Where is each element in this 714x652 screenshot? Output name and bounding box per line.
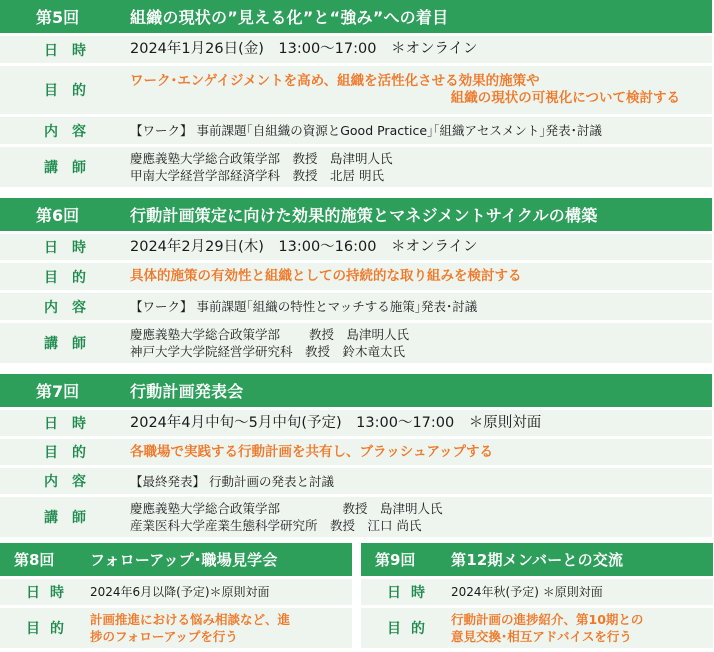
- purpose-value: [451, 611, 643, 645]
- date-row: [0, 579, 352, 605]
- lecturer-row: [0, 147, 712, 187]
- lecturer-label: 講師: [44, 510, 100, 526]
- lecturer-line: 甲南大学経営学部経済学科 教授 北居 明氏: [130, 168, 384, 183]
- purpose-row: [0, 608, 352, 648]
- lecturer-label: 講師: [44, 160, 100, 176]
- session-header: [0, 543, 352, 576]
- date-row: [0, 36, 712, 63]
- session-number: 第7回: [36, 382, 80, 401]
- date-value: 2024年1月26日(金) 13:00～17:00 ＊オンライン: [130, 41, 478, 57]
- session-number: 第8回: [14, 551, 55, 569]
- purpose-value: [90, 611, 290, 645]
- purpose-label: 目的: [44, 83, 100, 99]
- session-header: [0, 0, 712, 33]
- purpose-value: [130, 73, 710, 107]
- purpose-row: [361, 608, 713, 648]
- session-title: 行動計画策定に向けた効果的施策とマネジメントサイクルの構築: [130, 206, 598, 225]
- purpose-value: 具体的施策の有効性と組織としての持続的な取り組みを検討する: [130, 268, 522, 284]
- date-label: 日時: [44, 240, 100, 256]
- purpose-row: [0, 66, 712, 114]
- content-row: [0, 117, 712, 144]
- lecturer-line: 慶應義塾大学総合政策学部 教授 島津明人氏: [130, 501, 443, 516]
- lecturer-label: 講師: [44, 336, 100, 352]
- purpose-row: [0, 439, 712, 465]
- session-title: フォローアップ･職場見学会: [90, 551, 278, 569]
- session-title: 組織の現状の”見える化”と“強み”への着目: [130, 8, 449, 27]
- purpose-line: 意見交換･相互アドバイスを行う: [451, 629, 632, 644]
- purpose-line: 組織の現状の可視化について検討する: [450, 90, 680, 106]
- purpose-row: [0, 263, 712, 290]
- session-title: 第12期メンバーとの交流: [451, 551, 624, 569]
- date-row: [0, 234, 712, 260]
- session-5: [0, 0, 712, 187]
- session-7: [0, 374, 712, 537]
- purpose-line: 行動計画の進捗紹介、第10期との: [451, 612, 644, 627]
- session-header: [0, 374, 712, 407]
- purpose-line: ワーク･エンゲイジメントを高め、組織を活性化させる効果的施策や: [130, 73, 540, 89]
- date-value: 2024年秋(予定) ＊原則対面: [451, 584, 603, 599]
- date-row: [361, 579, 713, 605]
- purpose-label: 目的: [44, 269, 100, 286]
- content-value: 【ワーク】 事前課題｢自組織の資源とGood Practice｣｢組織アセスメント｣発表･討議: [130, 123, 602, 138]
- date-value: 2024年4月中旬～5月中旬(予定) 13:00～17:00 ＊原則対面: [130, 414, 542, 431]
- content-label: 内容: [44, 123, 100, 140]
- purpose-value: 各職場で実践する行動計画を共有し、ブラッシュアップする: [130, 443, 494, 460]
- lecturer-value: [130, 150, 393, 184]
- session-number: 第6回: [36, 206, 80, 225]
- lecturer-row: [0, 323, 712, 363]
- purpose-label: 目的: [387, 621, 435, 637]
- content-value: 【ワーク】 事前課題｢組織の特性とマッチする施策｣発表･討議: [130, 299, 478, 314]
- session-header: [361, 543, 713, 576]
- content-label: 内容: [44, 474, 100, 490]
- session-number: 第5回: [36, 8, 80, 27]
- purpose-label: 目的: [26, 621, 74, 637]
- content-value: 【最終発表】 行動計画の発表と討議: [130, 473, 334, 489]
- lecturer-line: 神戸大学大学院経営学研究科 教授 鈴木竜太氏: [130, 344, 406, 359]
- date-value: 2024年2月29日(木) 13:00～16:00 ＊オンライン: [130, 238, 478, 255]
- lecturer-line: 産業医科大学産業生態科学研究所 教授 江口 尚氏: [130, 518, 422, 533]
- purpose-line: 捗のフォローアップを行う: [90, 629, 238, 644]
- content-row: [0, 293, 712, 320]
- session-header: [0, 198, 712, 231]
- content-label: 内容: [44, 299, 100, 316]
- date-label: 日時: [44, 42, 100, 59]
- date-label: 日時: [44, 416, 100, 432]
- date-label: 日時: [26, 585, 74, 601]
- session-9: [361, 543, 713, 648]
- purpose-line: 計画推進における悩み相談など、進: [90, 612, 291, 627]
- session-8: [0, 543, 352, 648]
- purpose-label: 目的: [44, 445, 100, 461]
- date-value: 2024年6月以降(予定)＊原則対面: [90, 584, 270, 599]
- lecturer-value: [130, 500, 443, 534]
- date-label: 日時: [387, 585, 435, 601]
- lecturer-line: 慶應義塾大学総合政策学部 教授 島津明人氏: [130, 151, 393, 166]
- lecturer-row: [0, 497, 712, 537]
- content-row: [0, 468, 712, 494]
- session-6: [0, 198, 712, 363]
- date-row: [0, 410, 712, 436]
- session-number: 第9回: [375, 551, 416, 569]
- lecturer-value: [130, 326, 409, 360]
- session-title: 行動計画発表会: [130, 382, 244, 401]
- lecturer-line: 慶應義塾大学総合政策学部 教授 島津明人氏: [130, 327, 409, 342]
